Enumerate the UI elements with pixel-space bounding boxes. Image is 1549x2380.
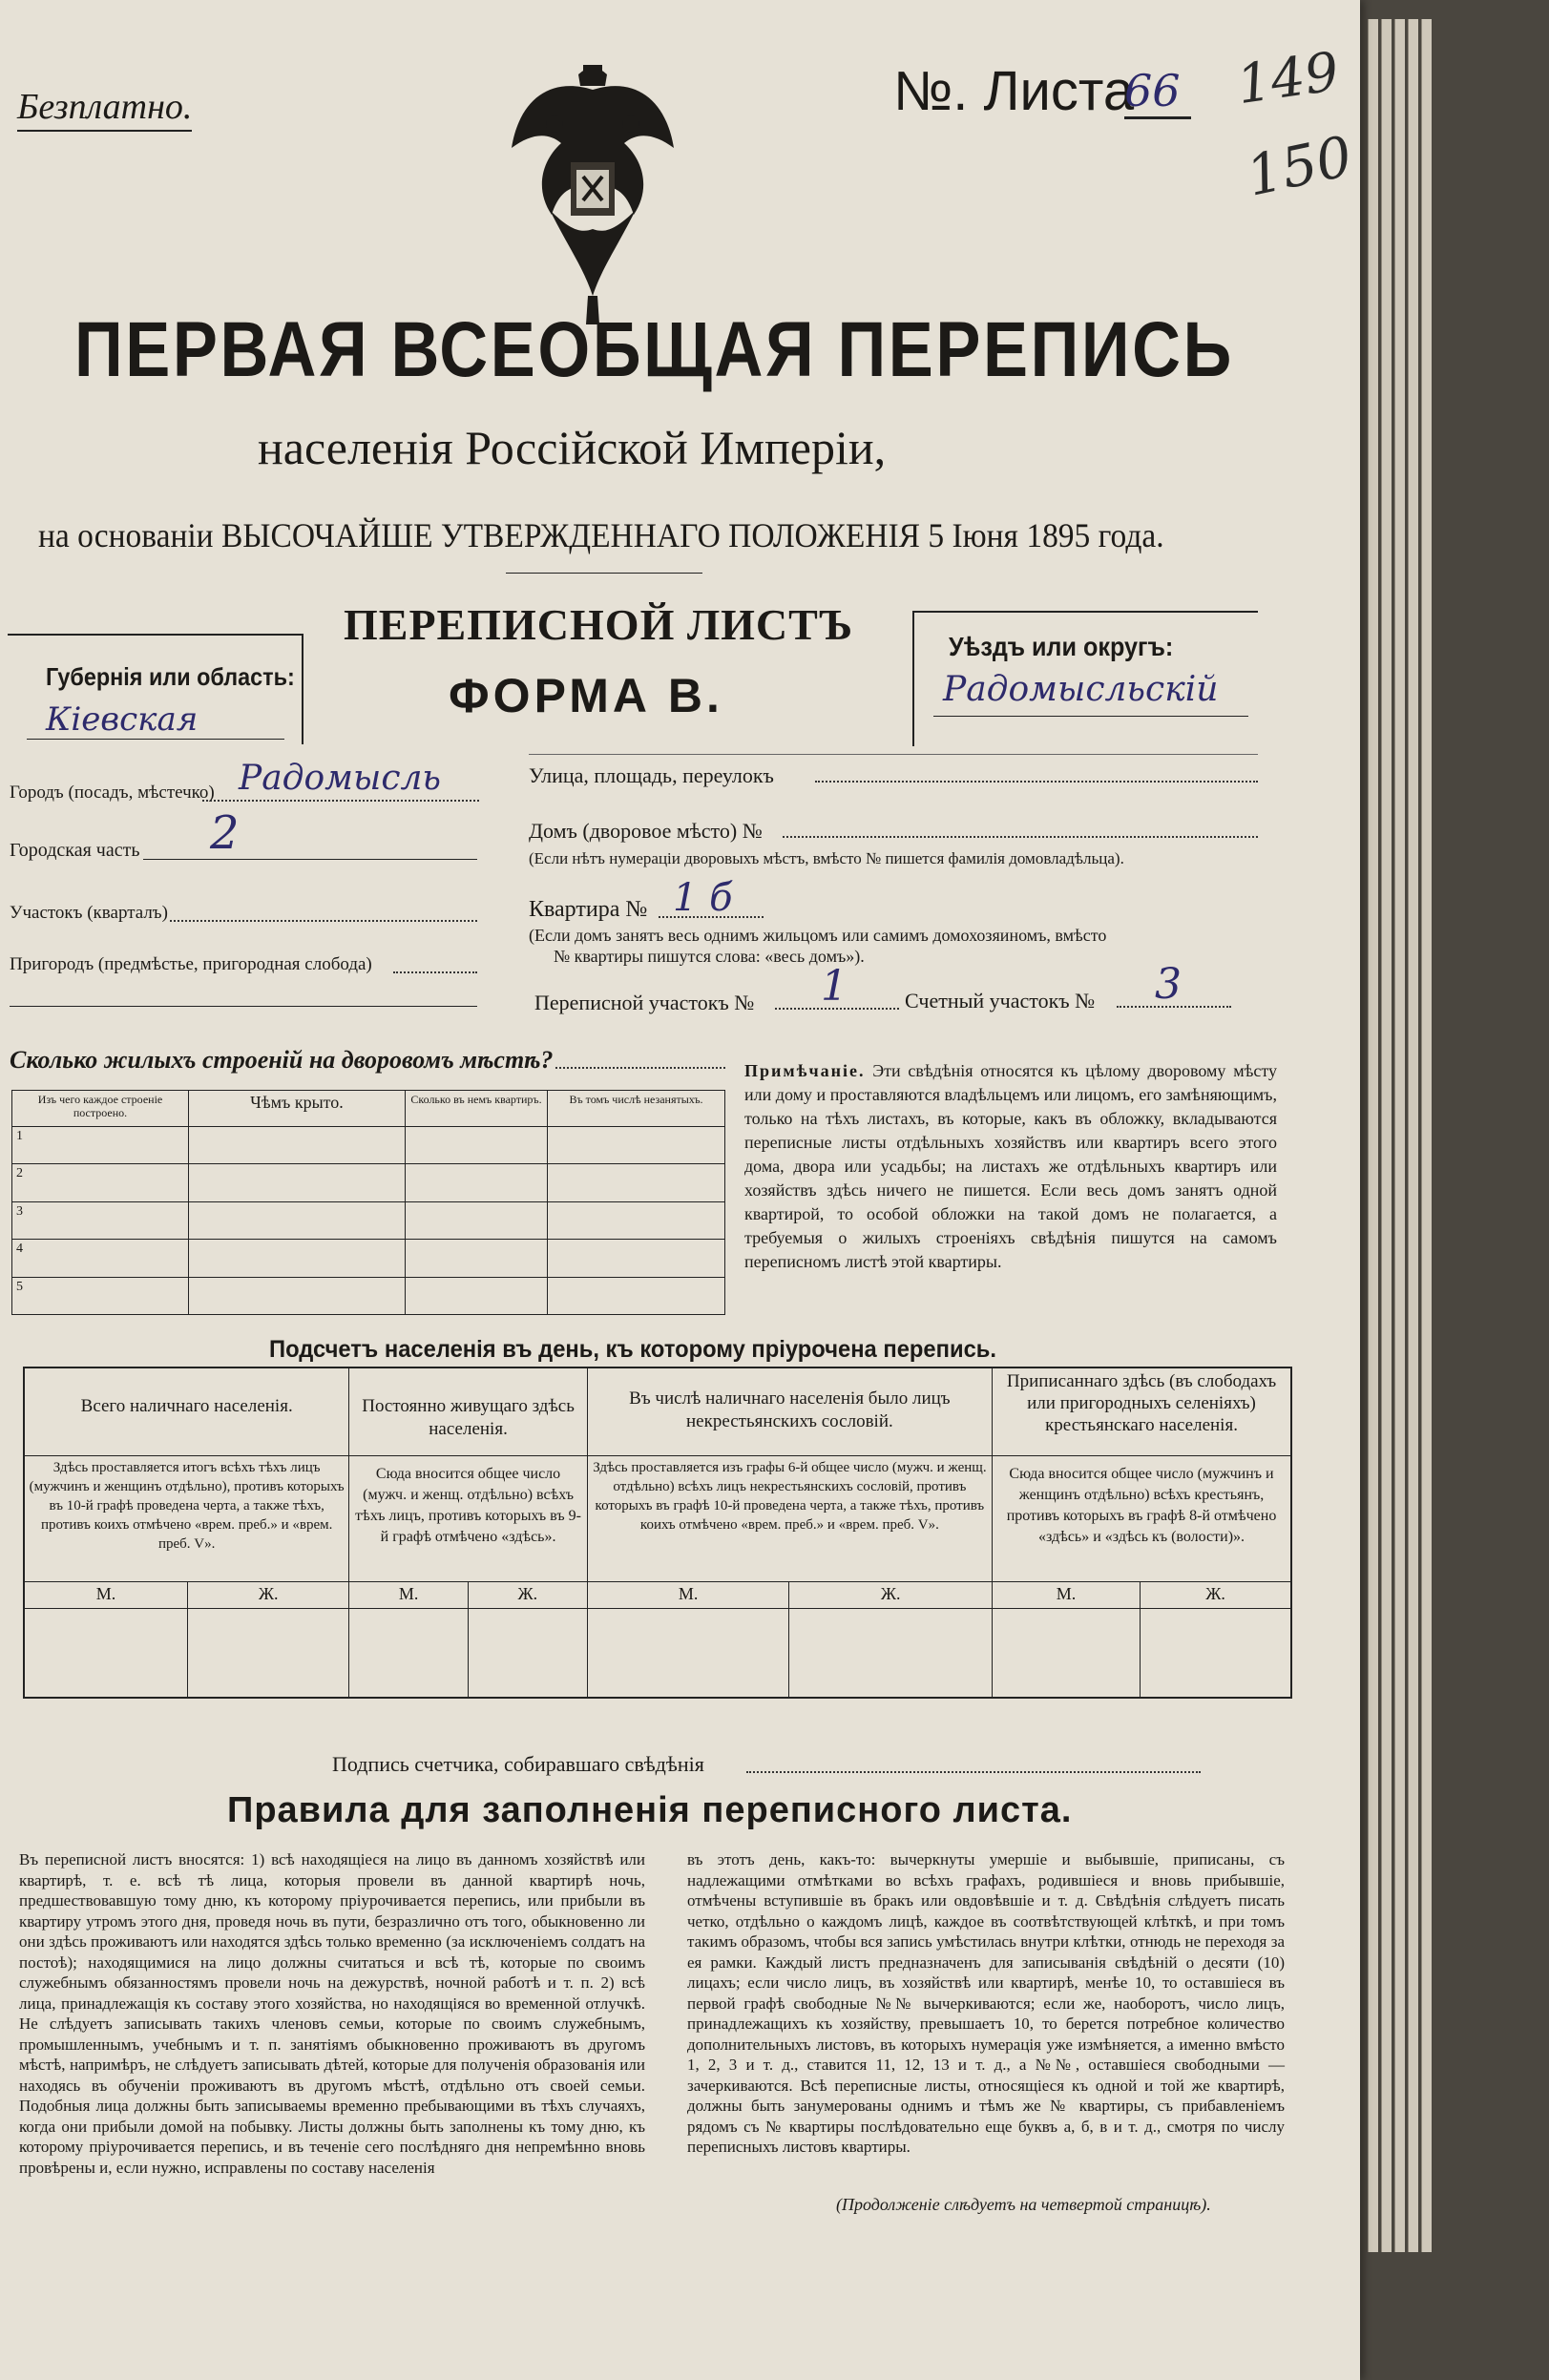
col-peasant-body: Сюда вносится общее число (мужчинъ и женщинъ отдѣльно) всѣхъ крестьянъ, противъ которыхъ въ графѣ 8-й отмѣчено «здѣсь» и «здѣсь къ (волости)». [993,1455,1291,1581]
rules-left-column: Въ переписной листъ вносятся: 1) всѣ находящіеся на лицо въ данномъ хозяйствѣ или квартирѣ, т. е. всѣ тѣ лица, которыя провели въ данной квартирѣ ночь, предшествовавшую тому дню, къ которому пріурочивается перепись, или прибыли въ квартиру утромъ этого дня, проведя ночь въ пути, безразлично отъ того, обыкновенно ли они здѣсь проживаютъ или находятся здѣсь только временно (за исключеніемъ солдатъ на постоѣ); находящимися на лицо должны считаться и всѣ тѣ, которые по своимъ служебнымъ обязанностямъ провели ночь на дежурствѣ, ночной работѣ и т. п. 2) всѣ лица, принадлежащія къ составу этого хозяйства, но находящіяся во временной отлучкѣ. Не слѣдуетъ записывать такихъ членовъ семьи, которые по своимъ служебнымъ, промышленнымъ, учебнымъ и т. п. занятіямъ обыкновенно проживаютъ въ другомъ мѣстѣ, напримѣръ, не слѣдуетъ записывать дѣтей, которые для полученія образованія или находясь въ обученіи проживаютъ въ другомъ мѣстѣ, отдѣльно отъ своей семьи. Подобныя лица должны быть записываемы временно пребывающими въ тѣхъ случаяхъ, когда они прибыли домой на побывку. Листы должны быть заполнены къ тому дню, къ которому пріурочивается перепись, и въ теченіе сего послѣдняго дня непремѣнно вновь провѣрены и, если нужно, исправлены по составу населенія [19,1850,645,2177]
free-label: Безплатно. [17,86,192,132]
subtitle: населенія Россійской Имперіи, [258,421,887,474]
rules-right-column: въ этотъ день, какъ-то: вычеркнуты умершіе и выбывшіе, приписаны, съ надлежащими отмѣтками во всѣхъ графахъ, родившіеся и вновь прибывшіе, отмѣчены вступившіе въ бракъ или овдовѣвшіе и т. д. Свѣдѣнія слѣдуетъ писать четко, отдѣльно о каждомъ лицѣ, каждое въ соотвѣтствующей клѣткѣ, и при томъ такимъ образомъ, чтобы вся запись умѣстилась внутри клѣтки, отнюдь не переходя за ея рамки. Каждый листъ предназначенъ для записыванія свѣдѣній о десяти (10) лицахъ; если число лицъ, въ хозяйствѣ или квартирѣ, менѣе 10, то оставшіеся въ первой графѣ свободные №№ вычеркиваются; если же, наоборотъ, число лицъ, принадлежащихъ къ хозяйству, превышаетъ 10, то берется потребное количество дополнительныхъ листовъ, въ которыхъ нумерація уже измѣняется, а именно вмѣсто 1, 2, 3 и т. д., ставится 11, 12, 13 и т. д., а №№, оставшіеся свободными — зачеркиваются. Всѣ переписные листы, относящіеся къ одной и той же квартирѣ, должны быть занумерованы однимъ и тѣмъ же № квартиры, съ прибавленіемъ рядомъ съ № квартиры послѣдовательно еще буквъ а, б, в и т. д., смотря по числу переписныхъ листовъ квартиры. [687,1850,1285,2156]
census-area-value: 1 [821,962,848,1011]
margin-number-top: 149 [1232,40,1343,117]
col-roof-header: Чѣмъ крыто. [189,1091,406,1127]
flat-value: 1 б [673,876,733,920]
building-row-number: 4 [12,1240,189,1277]
count-table [23,1367,1292,1699]
col-non-peasant-body: Здѣсь проставляется изъ графы 6-й общее число (мужч. и женщ. отдѣльно) всѣхъ лицъ некрестьянскихъ сословій, противъ которыхъ въ графѣ 10-й проведена черта, а также тѣхъ, противъ коихъ отмѣчено «врем. преб.» и «врем. преб. V». [587,1455,992,1581]
rules-continuation: (Продолженіе слѣдуетъ на четвертой страницѣ). [836,2195,1211,2214]
building-row-number: 3 [12,1201,189,1239]
female-header: Ж. [187,1581,348,1608]
district-box [912,611,1258,746]
basis-text: на основаніи ВЫСОЧАЙШЕ УТВЕРЖДЕННАГО ПОЛОЖЕНІЯ 5 Іюня 1895 года. [38,516,1164,554]
book-edge [1360,0,1549,2380]
signature-label: Подпись счетчика, собиравшаго свѣдѣнія [332,1752,704,1776]
ward-label: Участокъ (кварталъ) [10,903,168,923]
col-vacant-header: Въ томъ числѣ незанятыхъ. [548,1091,725,1127]
col-peasant-header: Приписаннаго здѣсь (въ слободахъ или пригородныхъ селеніяхъ) крестьянскаго населенія. [993,1367,1291,1455]
col-non-peasant-header: Въ числѣ наличнаго населенія было лицъ некрестьянскихъ сословій. [587,1367,992,1455]
flat-note-line2: № квартиры пишутся слова: «весь домъ»). [554,947,865,966]
street-label: Улица, площадь, переулокъ [529,763,774,787]
rules-title: Правила для заполненія переписного листа. [227,1790,1073,1830]
building-row-number: 2 [12,1164,189,1201]
city-part-value: 2 [210,806,240,860]
female-header: Ж. [789,1581,993,1608]
sheet-title: ПЕРЕПИСНОЙ ЛИСТЪ [344,600,854,649]
male-header: М. [993,1581,1141,1608]
town-value: Радомысль [239,759,442,798]
col-built-header: Изъ чего каждое строеніе построено. [12,1091,189,1127]
house-note: (Если нѣтъ нумераціи дворовыхъ мѣстъ, вмѣсто № пишется фамилія домовладѣльца). [529,849,1124,867]
male-header: М. [24,1581,187,1608]
building-row-number: 5 [12,1277,189,1314]
col-flats-header: Сколько въ немъ квартиръ. [406,1091,548,1127]
female-header: Ж. [468,1581,587,1608]
buildings-question: Сколько жилыхъ строеній на дворовомъ мѣстѣ? [10,1046,554,1074]
female-header: Ж. [1141,1581,1291,1608]
margin-number-bottom: 150 [1241,123,1358,209]
building-row-number: 1 [12,1127,189,1164]
main-title: ПЕРВАЯ ВСЕОБЩАЯ ПЕРЕПИСЬ [74,306,1234,393]
province-value: Кіевская [46,700,199,739]
col-total-body: Здѣсь проставляется итогъ всѣхъ тѣхъ лицъ (мужчинъ и женщинъ отдѣльно), противъ которыхъ въ 10-й графѣ проведена черта, а также тѣхъ, противъ коихъ отмѣчено «врем. преб.» и «врем. преб. V». [24,1455,349,1581]
suburb-label: Пригородъ (предмѣстье, пригородная слобода) [10,954,372,974]
double-headed-eagle-emblem [492,57,693,329]
sheet-number-value: 66 [1124,65,1191,119]
district-label: Уѣздъ или округъ: [949,632,1174,661]
note-text: Эти свѣдѣнія относятся къ цѣлому дворовому мѣсту или дому и проставляются владѣльцемъ или лицомъ, его замѣняющимъ, только на тѣхъ листахъ, въ которые, какъ въ обложку, вкладываются переписные листы отдѣльныхъ хозяйствъ или квартиръ всего этого дома, двора или усадьбы; на листахъ же отдѣльныхъ квартиръ или хозяйствъ здѣсь ничего не пишется. Если весь домъ занятъ одной квартирой, то особой обложки на такой домъ не полагается, а требуемыя о жилыхъ строеніяхъ свѣдѣнія пишутся на самомъ переписномъ листѣ этой квартиры. [744,1061,1277,1271]
male-header: М. [587,1581,789,1608]
census-area-label: Переписной участокъ № [534,991,755,1014]
col-permanent-body: Сюда вносится общее число (мужч. и женщ. отдѣльно) всѣхъ тѣхъ лицъ, противъ которыхъ въ 9-й графѣ отмѣчено «здѣсь». [349,1455,587,1581]
male-header: М. [349,1581,468,1608]
province-box [8,634,304,744]
flat-note-line1: (Если домъ занятъ весь однимъ жильцомъ или самимъ домохозяиномъ, вмѣсто [529,926,1107,945]
count-area-label: Счетный участокъ № [905,989,1096,1013]
sheet-number-label: №. Листа [893,60,1135,122]
form-title: ФОРМА В. [449,669,723,722]
col-permanent-header: Постоянно живущаго здѣсь населенія. [349,1367,587,1455]
province-label: Губернія или область: [46,662,295,691]
col-total-header: Всего наличнаго населенія. [24,1367,349,1455]
flat-label: Квартира № [529,897,648,922]
house-label: Домъ (дворовое мѣсто) № [529,819,763,843]
town-label: Городъ (посадъ, мѣстечко) [10,783,215,803]
city-part-label: Городская часть [10,840,140,861]
note-block [744,1059,1277,1274]
count-table-title: Подсчетъ населенія въ день, къ которому пріурочена перепись. [269,1336,996,1363]
note-title: Примѣчаніе. [744,1061,866,1080]
district-value: Радомысльскій [943,670,1219,709]
buildings-table [11,1090,725,1315]
count-area-value: 3 [1155,960,1182,1009]
